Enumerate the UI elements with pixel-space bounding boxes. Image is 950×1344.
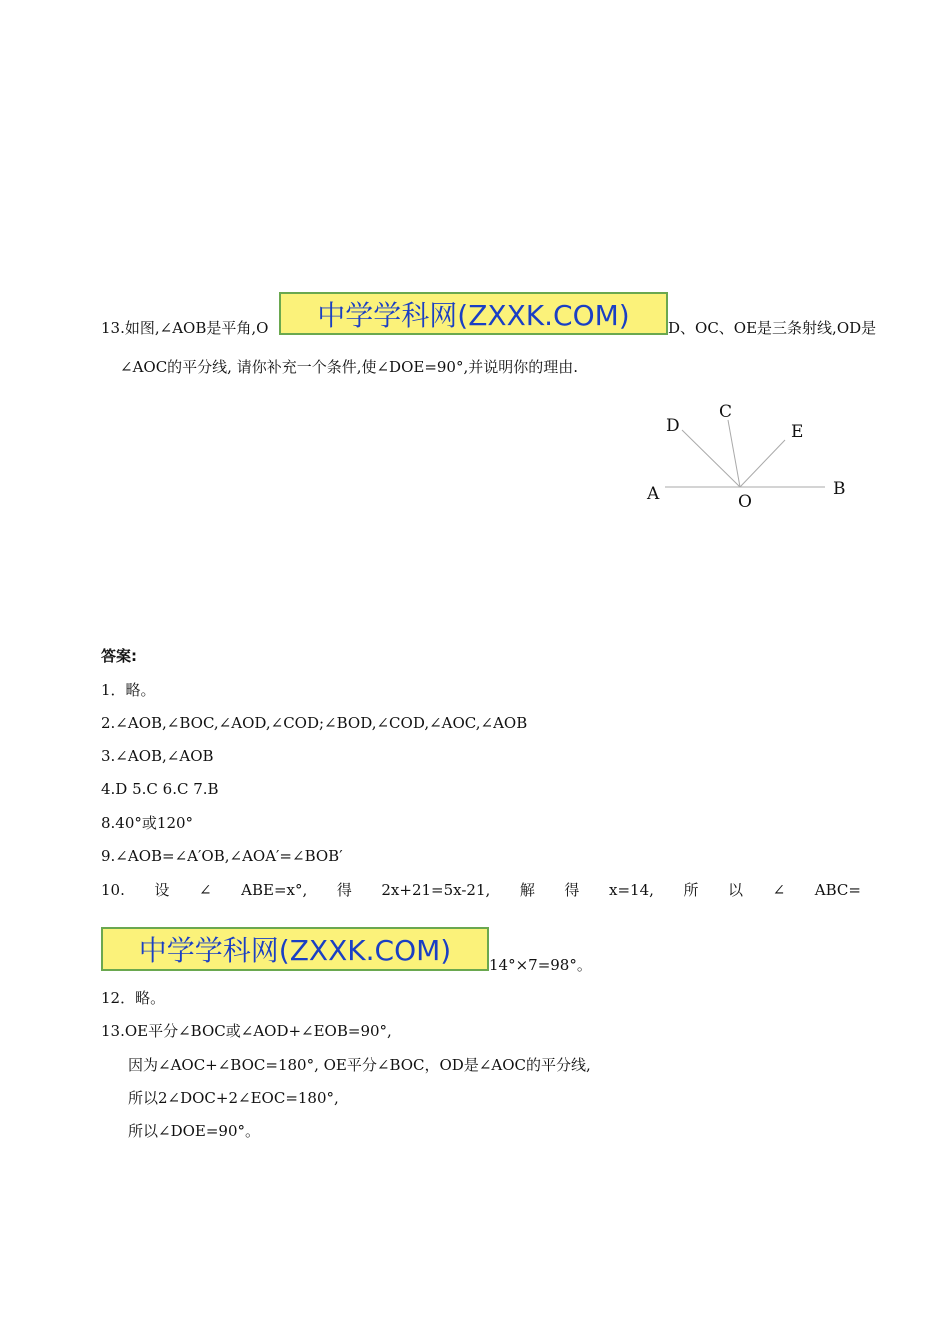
- a10-part: 10.: [101, 881, 125, 899]
- q13-line2: ∠AOC的平分线, 请你补充一个条件,使∠DOE=90°,并说明你的理由.: [120, 358, 579, 376]
- a10-part: ∠: [772, 881, 786, 899]
- q13-line1-left: 13.如图,∠AOB是平角,O: [101, 319, 269, 337]
- a10-part: 以: [728, 881, 744, 899]
- a10-part: x=14,: [609, 881, 654, 899]
- answer-13-line1: 13.OE平分∠BOC或∠AOD+∠EOB=90°,: [101, 1022, 392, 1040]
- label-d: D: [666, 416, 680, 436]
- answer-4-7: 4.D 5.C 6.C 7.B: [101, 780, 219, 798]
- a10-part: 所: [683, 881, 699, 899]
- answer-13-line3: 所以2∠DOC+2∠EOC=180°,: [128, 1089, 339, 1107]
- a10-part: 2x+21=5x-21,: [381, 881, 491, 899]
- answer-8: 8.40°或120°: [101, 814, 194, 832]
- answer-10-line1: [101, 880, 861, 900]
- a10-part: ABE=x°,: [241, 881, 308, 899]
- label-o: O: [738, 492, 752, 512]
- answer-3: 3.∠AOB,∠AOB: [101, 747, 214, 765]
- q13-line1-right: D、OC、OE是三条射线,OD是: [668, 319, 877, 337]
- watermark-banner-top: 中学学科网(ZXXK.COM): [279, 292, 668, 335]
- label-a: A: [647, 484, 660, 504]
- a10-part: 得: [564, 881, 580, 899]
- answer-2: 2.∠AOB,∠BOC,∠AOD,∠COD;∠BOD,∠COD,∠AOC,∠AOB: [101, 714, 528, 732]
- answer-12: 12．略。: [101, 989, 166, 1007]
- answer-9: 9.∠AOB=∠A′OB,∠AOA′=∠BOB′: [101, 847, 343, 865]
- answer-13-line4: 所以∠DOE=90°。: [128, 1122, 260, 1140]
- answer-1: 1．略。: [101, 681, 156, 699]
- a10-part: 设: [154, 881, 170, 899]
- a10-part: ABC=: [814, 881, 861, 899]
- ray-oe: [740, 440, 785, 487]
- angle-figure: [630, 395, 870, 520]
- label-e: E: [791, 422, 804, 442]
- a10-part: 解: [519, 881, 535, 899]
- a10-part: 得: [336, 881, 352, 899]
- watermark-banner-bottom: 中学学科网(ZXXK.COM): [101, 927, 489, 971]
- label-c: C: [719, 402, 733, 422]
- answers-heading: 答案:: [101, 647, 137, 665]
- answer-13-line2: 因为∠AOC+∠BOC=180°, OE平分∠BOC，OD是∠AOC的平分线,: [128, 1056, 591, 1074]
- a10-part: ∠: [199, 881, 212, 899]
- label-b: B: [833, 479, 846, 499]
- answer-10-tail: 14°×7=98°。: [489, 956, 592, 974]
